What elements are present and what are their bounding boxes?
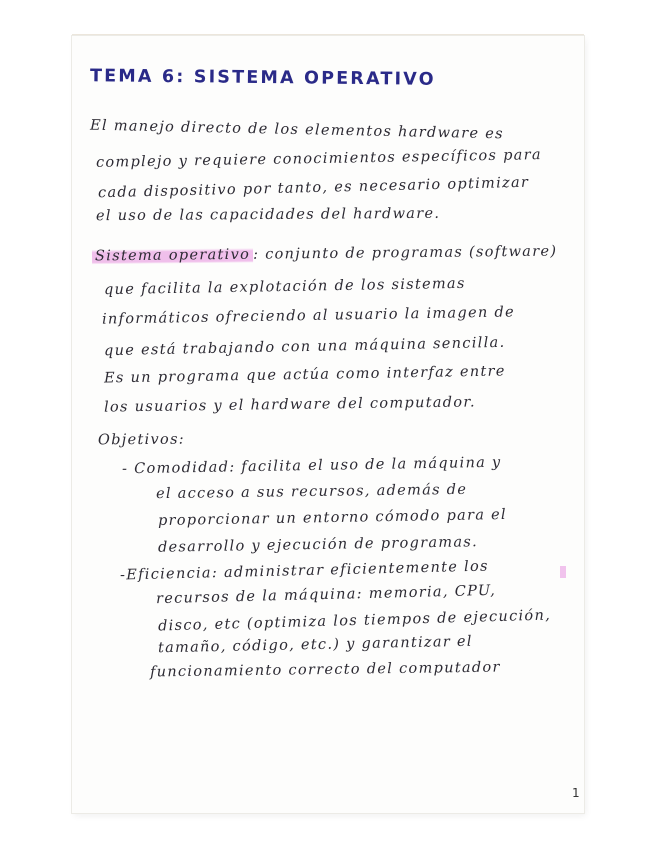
definition-first-rest: : conjunto de programas (software): [252, 243, 558, 263]
definition-line: los usuarios y el hardware del computador.: [103, 394, 476, 416]
objectives-line: proporcionar un entorno cómodo para el: [157, 506, 508, 530]
intro-line: complejo y requiere conocimientos específicos para: [95, 147, 542, 171]
objectives-heading: Objetivos:: [97, 431, 186, 449]
objectives-line: el acceso a sus recursos, además de: [155, 481, 468, 503]
objectives-line: disco, etc (optimiza los tiempos de ejecución,: [157, 607, 552, 635]
objectives-line: funcionamiento correcto del computador: [149, 659, 501, 681]
page-number-mark: 1: [572, 786, 580, 800]
objectives-line: tamaño, código, etc.) y garantizar el: [157, 633, 473, 657]
definition-line: Es un programa que actúa como interfaz entre: [103, 363, 506, 387]
objectives-line: -Eficiencia: administrar eficientemente los: [119, 558, 489, 584]
definition-line: que facilita la explotación de los sistemas: [103, 275, 466, 299]
highlighter-mark: [560, 566, 566, 578]
intro-line: cada dispositivo por tanto, es necesario optimizar: [97, 174, 530, 202]
definition-line: informáticos ofreciendo al usuario la imagen de: [101, 304, 516, 328]
definition-line: que está trabajando con una máquina sencilla.: [103, 334, 506, 360]
objectives-line: desarrollo y ejecución de programas.: [157, 534, 479, 556]
objectives-line: - Comodidad: facilita el uso de la máquina y: [121, 454, 502, 478]
intro-line: el uso de las capacidades del hardware.: [95, 205, 441, 225]
page-title: TEMA 6: SISTEMA OPERATIVO: [89, 66, 436, 90]
definition-term-highlight: Sistema operativo: [92, 247, 253, 265]
objectives-line: recursos de la máquina: memoria, CPU,: [155, 582, 497, 608]
intro-line: El manejo directo de los elementos hardware es: [89, 117, 504, 143]
